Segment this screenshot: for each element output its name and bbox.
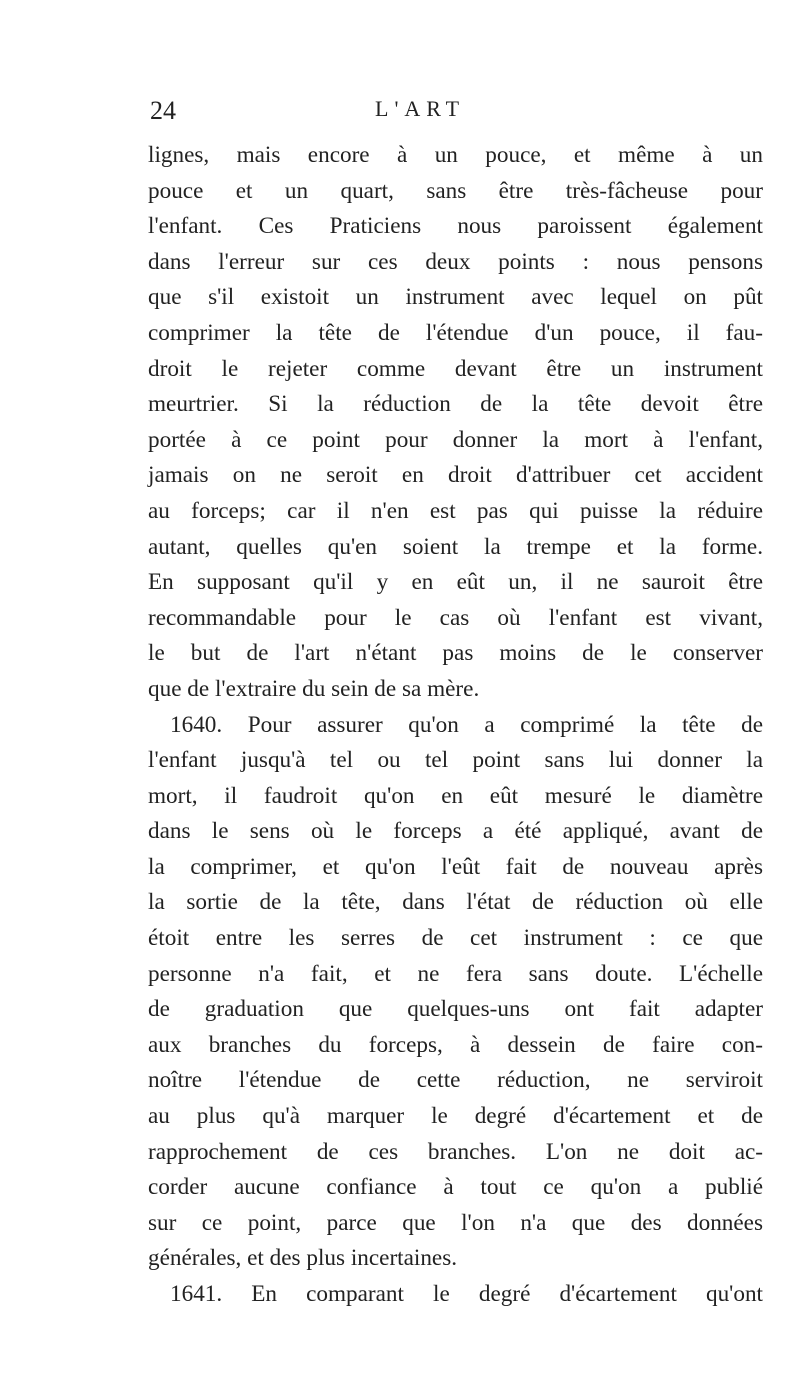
text-line: droit le rejeter comme devant être un instrument xyxy=(148,355,763,382)
text-line: étoit entre les serres de cet instrument : ce que xyxy=(148,925,763,952)
text-line: mort, il faudroit qu'on en eût mesuré le diamètre xyxy=(148,782,763,809)
text-line: noître l'étendue de cette réduction, ne serviroit xyxy=(148,1067,763,1094)
text-line: rapprochement de ces branches. L'on ne doit ac- xyxy=(148,1138,763,1165)
text-line: lignes, mais encore à un pouce, et même à un xyxy=(148,142,763,168)
text-line: générales, et des plus incertaines. xyxy=(148,1245,458,1272)
text-line: sur ce point, parce que l'on n'a que des données xyxy=(148,1209,763,1236)
text-line: autant, quelles qu'en soient la trempe et la forme. xyxy=(148,533,763,560)
text-line: dans l'erreur sur ces deux points : nous pensons xyxy=(148,248,763,275)
text-line: la sortie de la tête, dans l'état de réduction où elle xyxy=(148,889,763,916)
text-line: la comprimer, et qu'on l'eût fait de nouveau après xyxy=(148,853,763,880)
text-line: comprimer la tête de l'étendue d'un pouce, il fau- xyxy=(148,319,763,346)
text-line: au forceps; car il n'en est pas qui puisse la réduire xyxy=(148,497,763,524)
text-line: portée à ce point pour donner la mort à l'enfant, xyxy=(148,426,763,453)
text-line: En supposant qu'il y en eût un, il ne sauroit être xyxy=(148,569,763,596)
text-line: recommandable pour le cas où l'enfant est vivant, xyxy=(148,604,763,631)
text-line: jamais on ne seroit en droit d'attribuer cet accident xyxy=(148,462,763,489)
text-line: aux branches du forceps, à dessein de faire con- xyxy=(148,1031,763,1058)
page-header xyxy=(150,96,750,132)
paragraph-1641-start: 1641. En comparant le degré d'écartement qu'ont xyxy=(170,1281,763,1307)
text-line: le but de l'art n'étant pas moins de le conserver xyxy=(148,640,763,667)
text-line: dans le sens où le forceps a été appliqué, avant de xyxy=(148,818,763,845)
text-line: que de l'extraire du sein de sa mère. xyxy=(148,675,480,702)
body-text xyxy=(148,138,763,1313)
text-line: l'enfant. Ces Praticiens nous paroissent également xyxy=(148,213,763,240)
text-line: meurtrier. Si la réduction de la tête devoit être xyxy=(148,391,763,418)
text-line: corder aucune confiance à tout ce qu'on a publié xyxy=(148,1174,763,1201)
text-line: personne n'a fait, et ne fera sans doute. L'échelle xyxy=(148,960,763,987)
text-line: pouce et un quart, sans être très-fâcheuse pour xyxy=(148,177,763,204)
running-title: L'ART xyxy=(375,96,466,121)
text-line: au plus qu'à marquer le degré d'écartement et de xyxy=(148,1103,763,1130)
paragraph-1640-start: 1640. Pour assurer qu'on a comprimé la tête de xyxy=(170,711,763,738)
text-line: que s'il existoit un instrument avec lequel on pût xyxy=(148,284,763,311)
page-number: 24 xyxy=(150,96,176,125)
text-line: l'enfant jusqu'à tel ou tel point sans lui donner la xyxy=(148,747,763,774)
text-line: de graduation que quelques-uns ont fait adapter xyxy=(148,996,763,1023)
